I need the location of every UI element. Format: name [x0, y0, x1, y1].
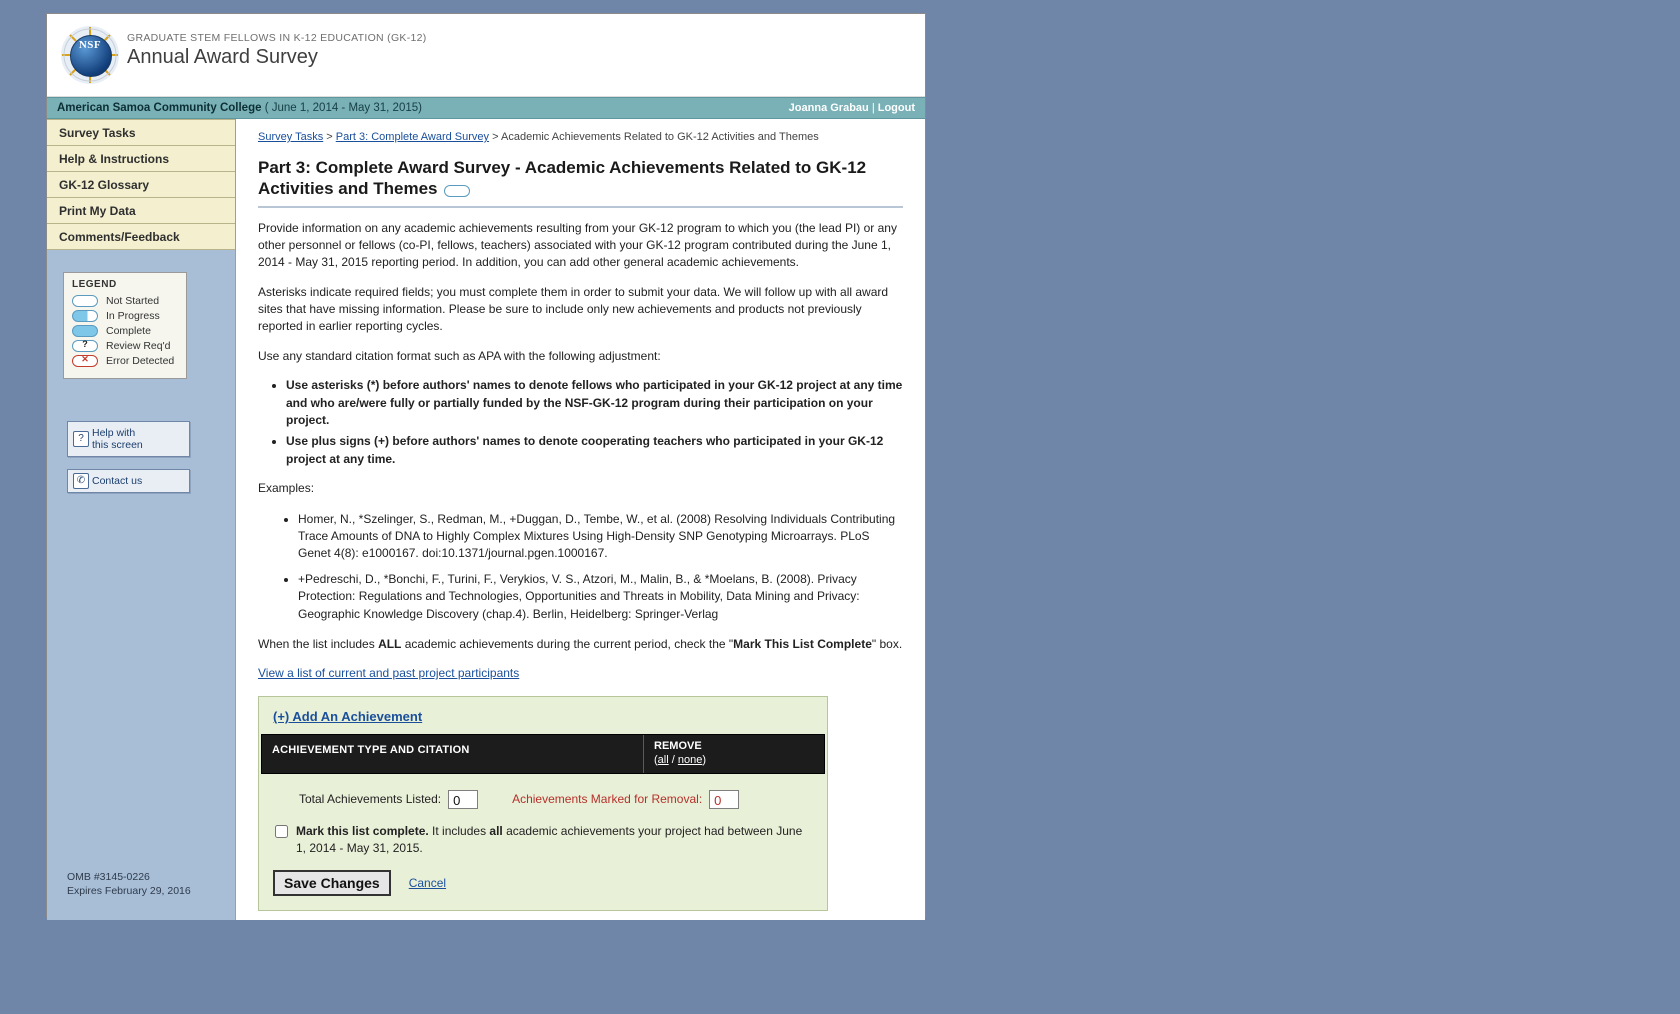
list-item	[286, 433, 903, 468]
status-in-progress-icon	[72, 310, 98, 322]
intro-paragraph-1: Provide information on any academic achievements resulting from your GK-12 program to which you (the lead PI) or any other personnel or fellows (co-PI, fellows, teachers) associated with your GK-12 program contributed during the June 1, 2014 - May 31, 2015 reporting period. In addition, you can add other general academic achievements.	[258, 220, 897, 270]
legend-row-review-required	[72, 340, 178, 352]
header-titles	[127, 32, 427, 69]
marked-for-removal-label: Achievements Marked for Removal:	[512, 792, 703, 807]
legend-row-in-progress	[72, 310, 178, 322]
sidebar-item-label: Comments/Feedback	[59, 229, 180, 244]
citation-rule-asterisk: Use asterisks (*) before authors' names to denote fellows who participated in your GK-12 project at any time and who are/were fully or partially funded by the NSF-GK-12 program during their participation on your project.	[286, 378, 903, 428]
breadcrumb-link-part3[interactable]: Part 3: Complete Award Survey	[335, 131, 490, 143]
mark-complete-text-1: It includes	[428, 823, 490, 838]
remove-none-link[interactable]: none	[677, 754, 703, 767]
intro-paragraph-3: Use any standard citation format such as APA with the following adjustment:	[258, 348, 661, 363]
reporting-period: ( June 1, 2014 - May 31, 2015)	[264, 102, 422, 114]
question-mark-icon: ?	[73, 431, 89, 447]
citation-rules-list	[258, 377, 903, 468]
note-all: ALL	[378, 636, 402, 651]
phone-icon: ✆	[73, 473, 89, 489]
omb-notice	[67, 870, 191, 898]
help-with-this-screen-button[interactable]	[67, 421, 190, 457]
legend-label: Complete	[106, 325, 151, 337]
remove-all-link[interactable]: all	[657, 754, 669, 767]
column-header-remove-label: REMOVE	[654, 740, 702, 753]
mark-complete-text-2: academic achievements your project had between June 1, 2014 - May 31, 2015.	[296, 823, 803, 855]
legend-title: LEGEND	[72, 279, 117, 290]
breadcrumb-link-survey-tasks[interactable]: Survey Tasks	[258, 131, 324, 143]
achievements-panel	[258, 696, 828, 911]
mark-complete-row[interactable]	[273, 823, 813, 857]
legend-label: In Progress	[106, 310, 160, 322]
logout-link[interactable]: Logout	[877, 102, 915, 114]
mark-complete-text	[296, 823, 813, 857]
breadcrumb-separator: >	[326, 131, 333, 143]
panel-body	[259, 774, 827, 911]
sidebar-item-label: Print My Data	[59, 203, 136, 218]
panel-buttons	[273, 870, 813, 896]
citation-rule-plus: Use plus signs (+) before authors' names to denote cooperating teachers who participated in your GK-12 project at any time.	[286, 434, 884, 466]
page-title-wrap	[258, 157, 903, 208]
legend-row-complete	[72, 325, 178, 337]
sidebar-item-print-my-data[interactable]	[47, 198, 235, 224]
omb-number: OMB #3145-0226	[67, 870, 150, 883]
help-button-line2: this screen	[92, 439, 143, 452]
user-separator: |	[871, 102, 875, 114]
institution-bar	[47, 97, 925, 119]
user-area	[789, 102, 915, 114]
list-item	[286, 377, 903, 429]
sidebar-item-label: Help & Instructions	[59, 151, 170, 166]
counts-row	[273, 790, 813, 809]
breadcrumb-current: Academic Achievements Related to GK-12 Activities and Themes	[501, 131, 819, 143]
nsf-logo-label: NSF	[78, 39, 102, 51]
sidebar-item-label: Survey Tasks	[59, 125, 136, 140]
remove-links-separator: /	[668, 754, 678, 767]
remove-select-links: (all / none)	[654, 754, 707, 767]
sidebar-item-label: GK-12 Glossary	[59, 177, 150, 192]
intro-paragraph-2: Asterisks indicate required fields; you must complete them in order to submit your data. We will follow up with all award sites that have missing information. Please be sure to include only new achievements and products not previously reported in earlier reporting cycles.	[258, 284, 889, 334]
examples-label: Examples:	[258, 481, 315, 496]
total-achievements-value: 0	[448, 790, 478, 809]
status-not-started-icon	[72, 295, 98, 307]
column-header-achievement: ACHIEVEMENT TYPE AND CITATION	[262, 735, 644, 773]
omb-expiry: Expires February 29, 2016	[67, 884, 191, 897]
page-title: Part 3: Complete Award Survey - Academic Achievements Related to GK-12 Activities and Themes	[258, 158, 867, 199]
sidebar-item-glossary[interactable]	[47, 172, 235, 198]
achievements-table-header	[261, 734, 825, 774]
status-error-icon	[72, 355, 98, 367]
sidebar-item-survey-tasks[interactable]	[47, 119, 235, 146]
legend-row-not-started	[72, 295, 178, 307]
application-window	[46, 13, 926, 918]
status-review-required-icon	[72, 340, 98, 352]
cancel-link[interactable]: Cancel	[408, 876, 447, 891]
note-part-1: When the list includes	[258, 636, 379, 651]
add-achievement-link[interactable]: (+) Add An Achievement	[273, 709, 423, 725]
mark-list-complete-checkbox[interactable]	[275, 825, 288, 838]
legend-label: Not Started	[106, 295, 160, 307]
total-achievements-label: Total Achievements Listed:	[299, 792, 442, 807]
participants-list-link[interactable]: View a list of current and past project participants	[258, 666, 520, 681]
breadcrumb	[258, 131, 903, 143]
mark-complete-all: all	[489, 823, 503, 838]
status-complete-icon	[72, 325, 98, 337]
column-header-remove	[644, 735, 824, 773]
list-item: • Homer, N., *Szelinger, S., Redman, M., +Duggan, D., Tembe, W., et al. (2008) Resolving Individuals Contributing Trace Amounts of DNA to Highly Complex Mixtures Using High-Density SNP Genotyping Microarrays. PLoS Genet 4(8): e1000167. doi:10.1371/journal.pgen.1000167.	[298, 511, 903, 563]
user-name: Joanna Grabau	[788, 102, 869, 114]
legend-box	[63, 272, 187, 379]
panel-top	[259, 697, 827, 734]
note-part-2: academic achievements during the current period, check the "	[401, 636, 734, 651]
contact-button-label: Contact us	[92, 475, 143, 488]
marked-for-removal-value: 0	[709, 790, 739, 809]
sidebar	[47, 119, 236, 920]
legend-label: Review Req'd	[106, 340, 171, 352]
institution-info	[57, 102, 422, 114]
main-content	[236, 119, 925, 920]
page-status-not-started-icon	[444, 185, 470, 197]
page-header	[47, 14, 925, 97]
breadcrumb-separator: >	[492, 131, 499, 143]
legend-label: Error Detected	[106, 355, 175, 367]
help-button-line1: Help with	[92, 427, 136, 439]
contact-us-button[interactable]	[67, 469, 190, 493]
legend-row-error-detected	[72, 355, 178, 367]
program-name: GRADUATE STEM FELLOWS IN K-12 EDUCATION (GK-12)	[127, 32, 427, 44]
note-box-name: Mark This List Complete	[733, 636, 872, 651]
list-item: • +Pedreschi, D., *Bonchi, F., Turini, F., Verykios, V. S., Atzori, M., Malin, B., & *Moelans, B. (2008). Privacy Protection: Regulations and Technologies, Opportunities and Threats in Mobility, Data Mining and Privacy: Geographic Knowledge Discovery (chap.4). Berlin, Heidelberg: Springer-Verlag	[298, 571, 903, 623]
sidebar-item-comments-feedback[interactable]	[47, 224, 235, 250]
mark-complete-bold: Mark this list complete.	[296, 823, 429, 838]
mark-complete-note	[258, 636, 903, 653]
institution-name: American Samoa Community College	[57, 102, 262, 114]
note-part-3: " box.	[871, 636, 903, 651]
nsf-logo-icon	[61, 26, 119, 84]
examples-list	[258, 511, 903, 623]
survey-title: Annual Award Survey	[127, 46, 318, 68]
sidebar-item-help-instructions[interactable]	[47, 146, 235, 172]
save-changes-button[interactable]: Save Changes	[273, 870, 391, 896]
